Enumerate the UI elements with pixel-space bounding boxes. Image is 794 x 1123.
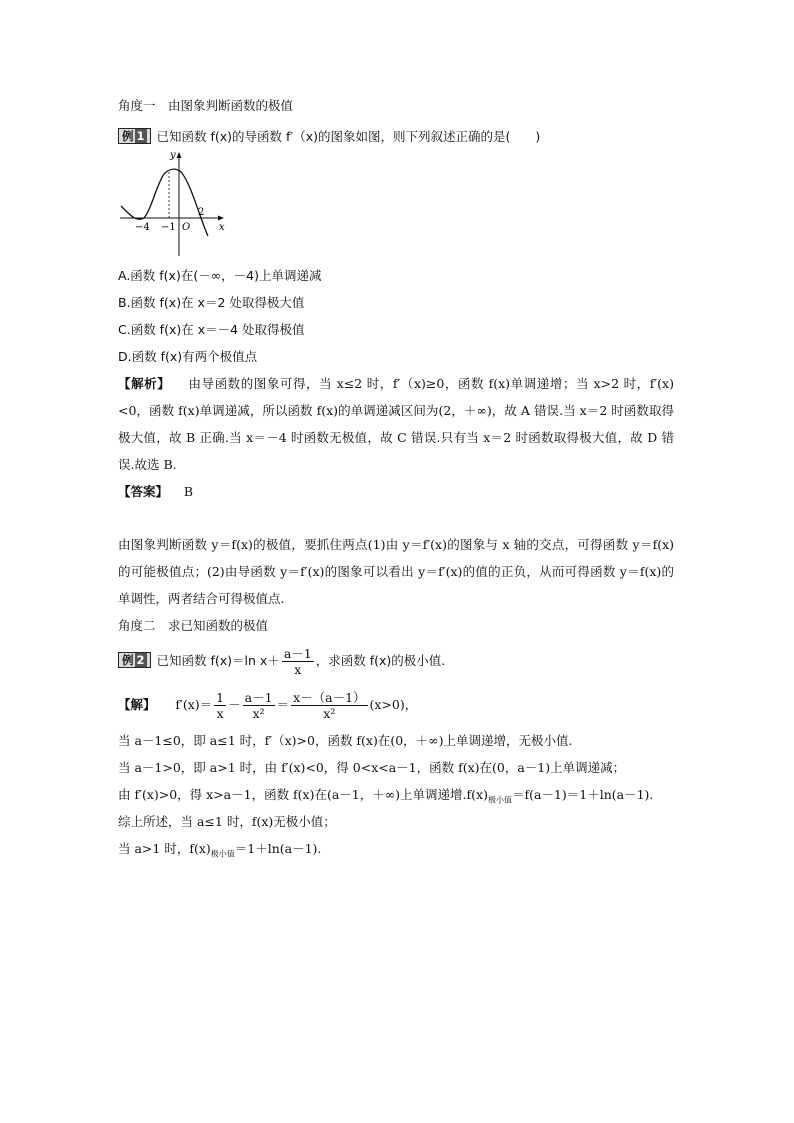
- x-axis-label: x: [219, 222, 225, 233]
- equals-sign: ＝: [276, 697, 290, 712]
- fraction-combined: [291, 690, 367, 721]
- y-axis-label: y: [170, 150, 176, 161]
- example-2-tag: [118, 652, 151, 668]
- solution-line-3-prefix: 由 f′(x)>0，得 x>a－1，函数 f(x)在(a－1，＋∞)上单调递增.f(x): [118, 787, 488, 802]
- example-2-question: [118, 643, 445, 679]
- answer-label: 【答案】: [118, 484, 169, 499]
- example-tag-label: 例: [122, 653, 134, 667]
- origin-label: O: [182, 222, 191, 233]
- subscript-minimum: 极小值: [210, 849, 235, 859]
- answer-line: [118, 484, 193, 500]
- fraction-a-minus-1-over-x: [282, 646, 314, 677]
- option-d: D.函数 f(x)有两个极值点: [118, 349, 258, 364]
- option-b: B.函数 f(x)在 x＝2 处取得极大值: [118, 295, 305, 310]
- solution-line-1: 当 a－1≤0，即 a≤1 时，f′（x)>0，函数 f(x)在(0，＋∞)上单调递增，无极小值.: [118, 733, 573, 748]
- fraction-a-minus-1-over-x-squared: [243, 690, 275, 721]
- answer-value: B: [183, 484, 194, 499]
- example-tag-number: 1: [136, 129, 145, 143]
- example-1-question: [118, 128, 540, 145]
- option-a: A.函数 f(x)在(－∞，－4)上单调递减: [118, 268, 322, 283]
- example-1-tag: [118, 128, 151, 144]
- derivative-prefix: f′(x)＝: [175, 697, 213, 712]
- analysis-label: 【解析】: [118, 376, 171, 391]
- solution-line-5: [118, 841, 321, 863]
- question-text: 已知函数 f(x)的导函数 f′（x)的图象如图，则下列叙述正确的是( ): [156, 129, 541, 144]
- subscript-minimum: 极小值: [487, 795, 512, 805]
- solution-line-3: [118, 787, 653, 809]
- solution-line-3-suffix: ＝f(a－1)＝1＋ln(a－1).: [511, 787, 654, 802]
- section-heading-angle-two: 角度二 求已知函数的极值: [118, 618, 269, 633]
- minus-sign: －: [228, 697, 241, 712]
- derivative-graph: [118, 148, 238, 258]
- x-axis-arrow: [218, 216, 224, 221]
- tick-label-minus-1: −1: [161, 222, 176, 233]
- question-prefix: 已知函数 f(x)＝ln x＋: [156, 653, 280, 668]
- fraction-denominator: x: [216, 706, 224, 721]
- derivative-line: [118, 687, 417, 723]
- solution-line-2: 当 a－1>0，即 a>1 时，由 f′(x)<0，得 0<x<a－1，函数 f(x)在(0，a－1)上单调递减；: [118, 760, 626, 775]
- fraction-numerator: x－（a－1）: [293, 690, 366, 705]
- domain-condition: (x>0)，: [369, 697, 418, 712]
- option-c: C.函数 f(x)在 x＝－4 处取得极值: [118, 322, 305, 337]
- y-axis-arrow: [177, 152, 182, 158]
- example-tag-number: 2: [136, 653, 145, 667]
- question-suffix: ，求函数 f(x)的极小值.: [315, 653, 446, 668]
- solution-label: 【解】: [118, 697, 156, 712]
- solution-line-5-suffix: ＝1＋ln(a－1).: [234, 841, 322, 856]
- fraction-denominator: x: [294, 662, 302, 677]
- tick-label-minus-4: −4: [135, 222, 150, 233]
- example-tag-label: 例: [122, 129, 134, 143]
- tick-label-2: 2: [198, 207, 205, 218]
- fraction-1-over-x: [214, 690, 226, 721]
- fraction-denominator: x²: [323, 706, 336, 721]
- method-summary: 由图象判断函数 y＝f(x)的极值，要抓住两点(1)由 y＝f′(x)的图象与 x 轴的交点，可得函数 y＝f(x)的可能极值点；(2)由导函数 y＝f′(x)的图象可以看出 y＝f′(x)的值的正负，从而可得函数 y＝f(x)的单调性，两者结合可得极值点.: [118, 537, 674, 606]
- solution-line-5-prefix: 当 a>1 时，f(x): [118, 841, 211, 856]
- fraction-numerator: 1: [216, 690, 225, 705]
- fraction-denominator: x²: [252, 706, 265, 721]
- section-heading-angle-one: 角度一 由图象判断函数的极值: [118, 98, 294, 113]
- analysis-text: 由导函数的图象可得，当 x≤2 时，f′（x)≥0，函数 f(x)单调递增；当 x>2 时，f′(x)<0，函数 f(x)单调递减，所以函数 f(x)的单调递减区间为(2，＋∞)，故 A 错误.当 x＝2 时函数取得极大值，故 B 正确.当 x＝－4 时函数无极值，故 C 错误.只有当 x＝2 时函数取得极大值，故 D 错误.故选 B.: [118, 376, 674, 472]
- solution-line-4: 综上所述，当 a≤1 时，f(x)无极小值；: [118, 814, 336, 829]
- analysis-paragraph: [118, 370, 674, 478]
- fraction-numerator: a－1: [283, 646, 312, 661]
- fraction-numerator: a－1: [244, 690, 273, 705]
